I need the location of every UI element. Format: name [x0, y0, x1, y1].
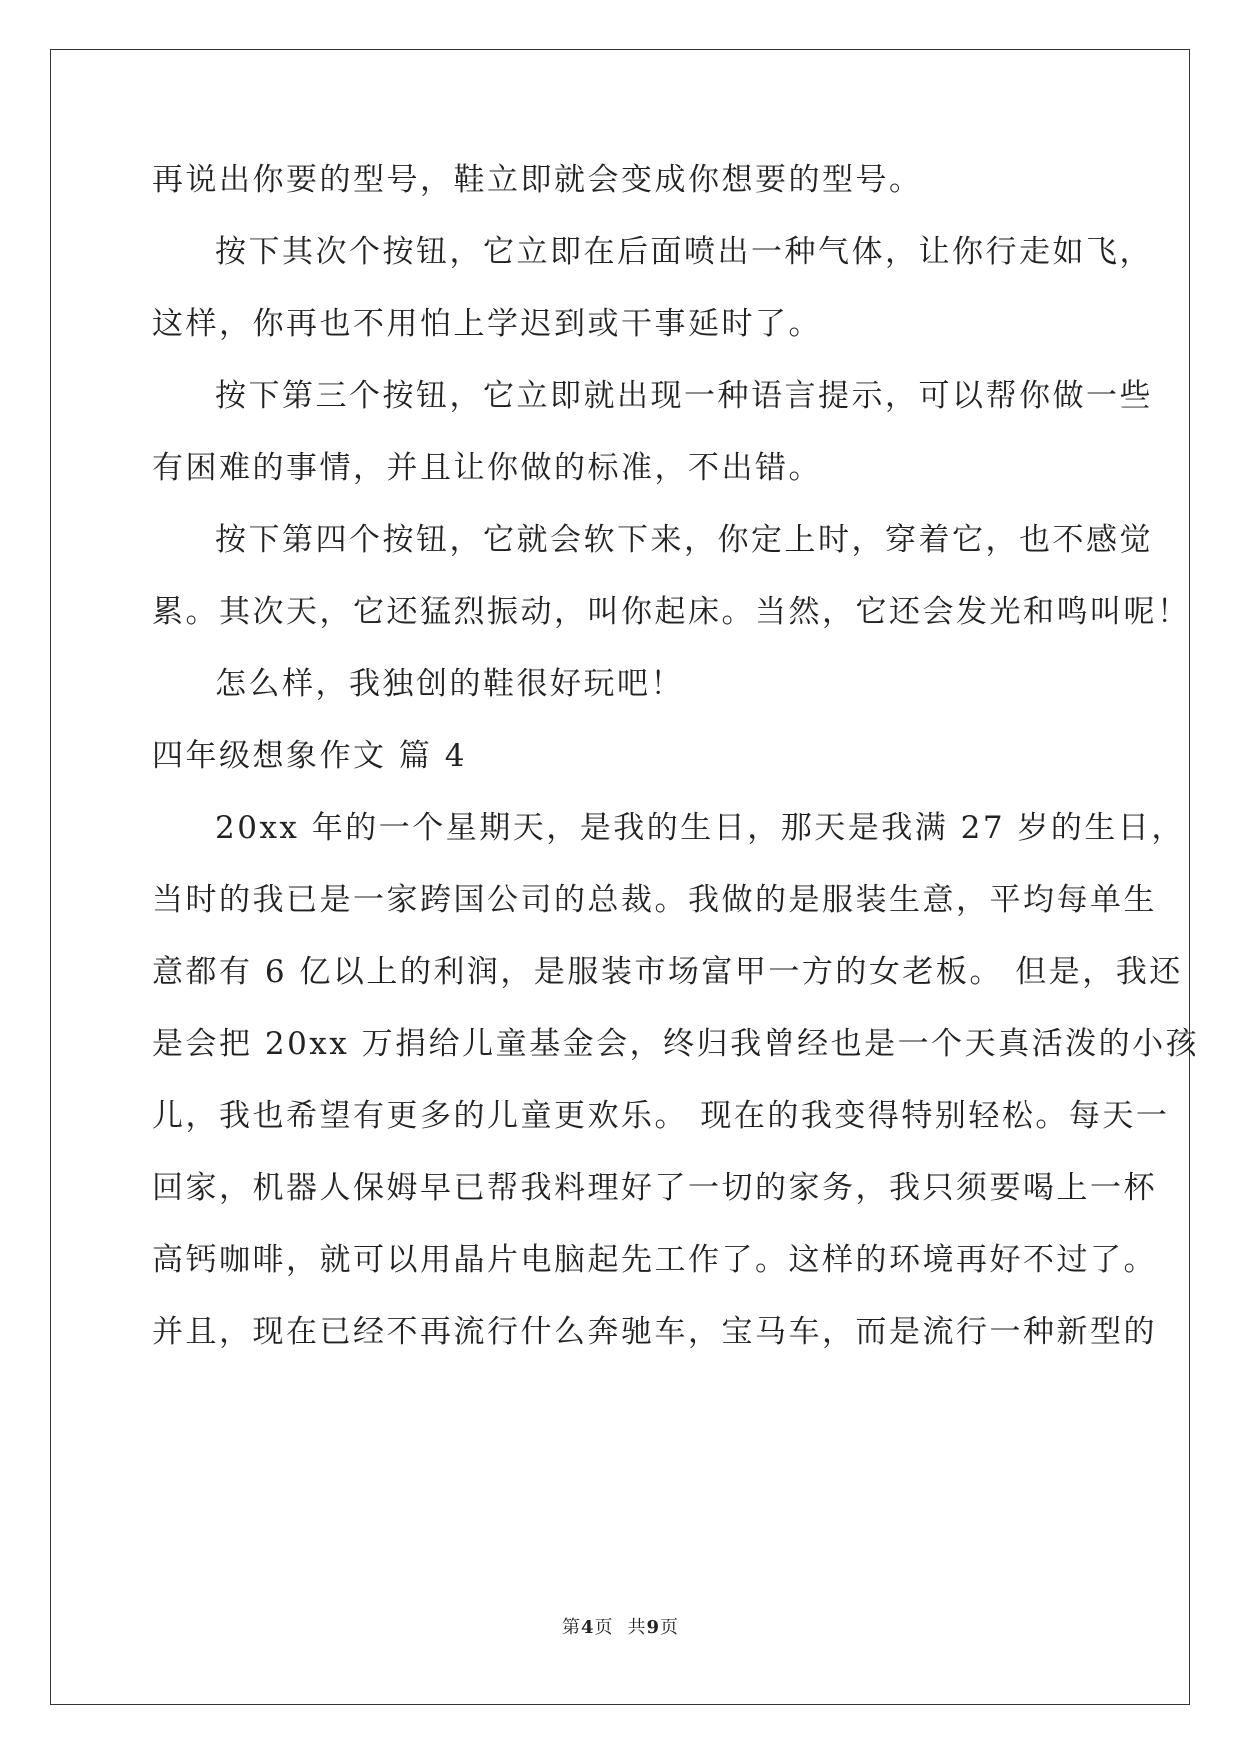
- paragraph-line: 儿，我也希望有更多的儿童更欢乐。 现在的我变得特别轻松。每天一: [152, 1098, 1170, 1134]
- page-current: 4: [580, 1617, 595, 1638]
- paragraph-line: 累。其次天，它还猛烈振动，叫你起床。当然，它还会发光和鸣叫呢！: [152, 594, 1191, 630]
- paragraph-line: 当时的我已是一家跨国公司的总裁。我做的是服装生意，平均每单生: [152, 882, 1157, 918]
- paragraph-line: 按下其次个按钮，它立即在后面喷出一种气体，让你行走如飞，: [215, 234, 1153, 270]
- paragraph-line: 意都有 6 亿以上的利润，是服装市场富甲一方的女老板。 但是，我还: [152, 954, 1183, 990]
- page-suffix: 页: [594, 1617, 614, 1638]
- paragraph-line: 20xx 年的一个星期天，是我的生日，那天是我满 27 岁的生日，: [215, 810, 1185, 846]
- paragraph-line: 按下第三个按钮，它立即就出现一种语言提示，可以帮你做一些: [215, 378, 1153, 414]
- paragraph-line: 并且，现在已经不再流行什么奔驰车，宝马车，而是流行一种新型的: [152, 1314, 1157, 1350]
- paragraph-line: 再说出你要的型号，鞋立即就会变成你想要的型号。: [152, 162, 923, 198]
- total-suffix: 页: [660, 1617, 680, 1638]
- paragraph-line: 是会把 20xx 万捐给儿童基金会，终归我曾经也是一个天真活泼的小孩: [152, 1026, 1200, 1062]
- page-total: 9: [646, 1617, 661, 1638]
- page-footer: [0, 1616, 1241, 1640]
- paragraph-line: 有困难的事情，并且让你做的标准，不出错。: [152, 450, 822, 486]
- paragraph-line: 回家，机器人保姆早已帮我料理好了一切的家务，我只须要喝上一杯: [152, 1170, 1157, 1206]
- paragraph-line: 高钙咖啡，就可以用晶片电脑起先工作了。这样的环境再好不过了。: [152, 1242, 1157, 1278]
- total-prefix: 共: [627, 1617, 647, 1638]
- paragraph-line: 怎么样，我独创的鞋很好玩吧！: [215, 666, 684, 702]
- page-prefix: 第: [561, 1617, 581, 1638]
- section-heading: 四年级想象作文 篇 4: [152, 738, 467, 774]
- page-border: [50, 49, 1190, 1705]
- paragraph-line: 按下第四个按钮，它就会软下来，你定上时，穿着它，也不感觉: [215, 522, 1153, 558]
- paragraph-line: 这样，你再也不用怕上学迟到或干事延时了。: [152, 306, 822, 342]
